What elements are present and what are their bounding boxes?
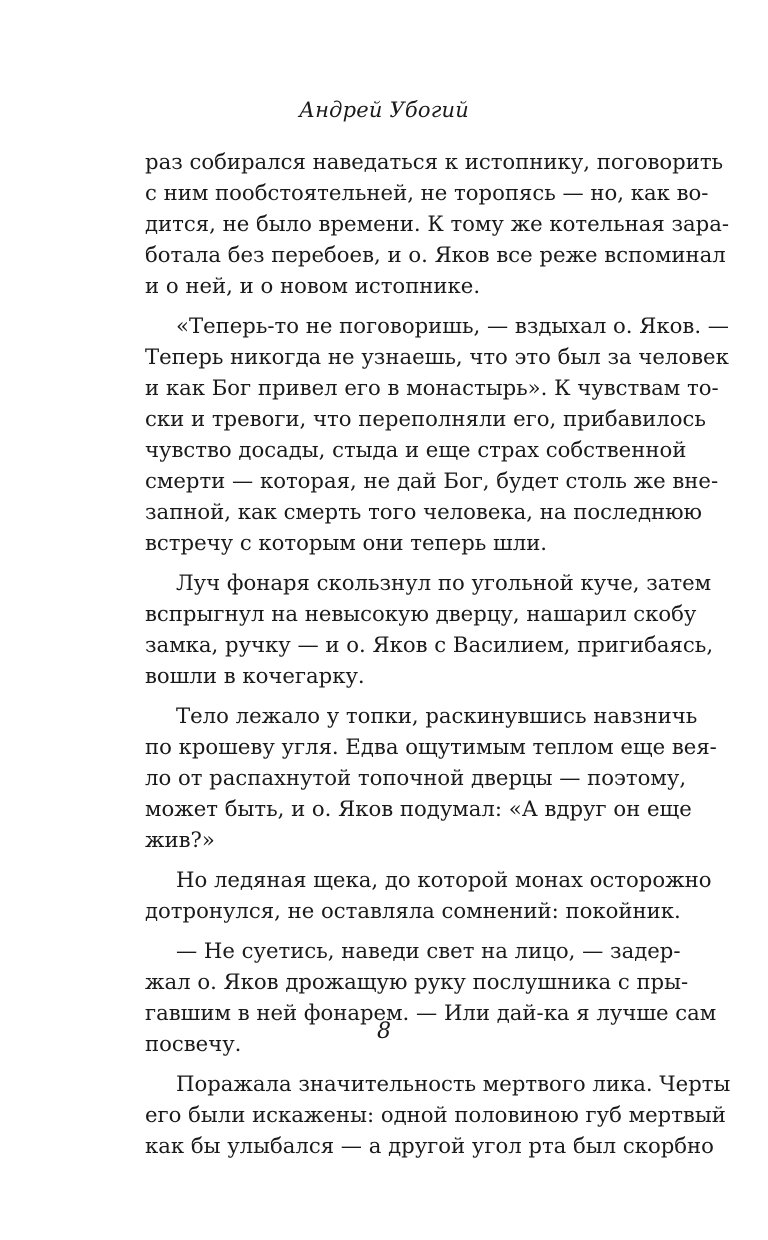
text-line: раз собирался наведаться к истопнику, поговорить: [145, 149, 724, 174]
text-line: встречу с которым они теперь шли.: [145, 530, 548, 555]
text-line: дится, не было времени. К тому же котельная зара-: [145, 211, 730, 236]
text-line: вспрыгнул на невысокую дверцу, нашарил скобу: [145, 601, 697, 626]
text-line: жив?»: [145, 827, 215, 852]
text-line: ло от распахнутой топочной дверцы — поэтому,: [145, 765, 687, 790]
text-line: ски и тревоги, что переполняли его, прибавилось: [145, 406, 706, 431]
text-line: с ним пообстоятельней, не торопясь — но, как во-: [145, 180, 709, 205]
text-line: Луч фонаря скользнул по угольной куче, затем: [176, 570, 712, 595]
text-line: может быть, и о. Яков подумал: «А вдруг он еще: [145, 796, 692, 821]
text-line: вошли в кочегарку.: [145, 663, 365, 688]
text-line: как бы улыбался — а другой угол рта был скорбно: [145, 1133, 714, 1158]
text-line: «Теперь-то не поговоришь, — вздыхал о. Яков. —: [176, 313, 729, 338]
text-line: дотронулся, не оставляла сомнений: покойник.: [145, 898, 681, 923]
text-line: Поражала значительность мертвого лика. Черты: [176, 1071, 731, 1096]
text-line: смерти — которая, не дай Бог, будет столь же вне-: [145, 468, 719, 493]
text-line: посвечу.: [145, 1031, 242, 1056]
text-line: Тело лежало у топки, раскинувшись навзничь: [176, 703, 698, 728]
text-line: и о ней, и о новом истопнике.: [145, 273, 481, 298]
text-line: замка, ручку — и о. Яков с Василием, пригибаясь,: [145, 632, 714, 657]
text-line: его были искажены: одной половиною губ мертвый: [145, 1102, 726, 1127]
text-line: Но ледяная щека, до которой монах осторожно: [176, 867, 712, 892]
text-line: по крошеву угля. Едва ощутимым теплом еще вея-: [145, 734, 717, 759]
body-text: [145, 146, 731, 1161]
text-line: гавшим в ней фонарем. — Или дай-ка я лучше сам: [145, 1000, 717, 1025]
text-line: жал о. Яков дрожащую руку послушника с пры-: [145, 969, 689, 994]
text-line: запной, как смерть того человека, на последнюю: [145, 499, 702, 524]
page-number: 8: [377, 1019, 391, 1044]
text-line: и как Бог привел его в монастырь». К чувствам то-: [145, 375, 719, 400]
text-line: Теперь никогда не узнаешь, что это был за человек: [145, 344, 729, 369]
running-head-author: Андрей Убогий: [298, 98, 469, 122]
text-line: — Не суетись, наведи свет на лицо, — задер-: [176, 938, 681, 963]
text-line: чувство досады, стыда и еще страх собственной: [145, 437, 687, 462]
text-line: ботала без перебоев, и о. Яков все реже вспоминал: [145, 242, 726, 267]
